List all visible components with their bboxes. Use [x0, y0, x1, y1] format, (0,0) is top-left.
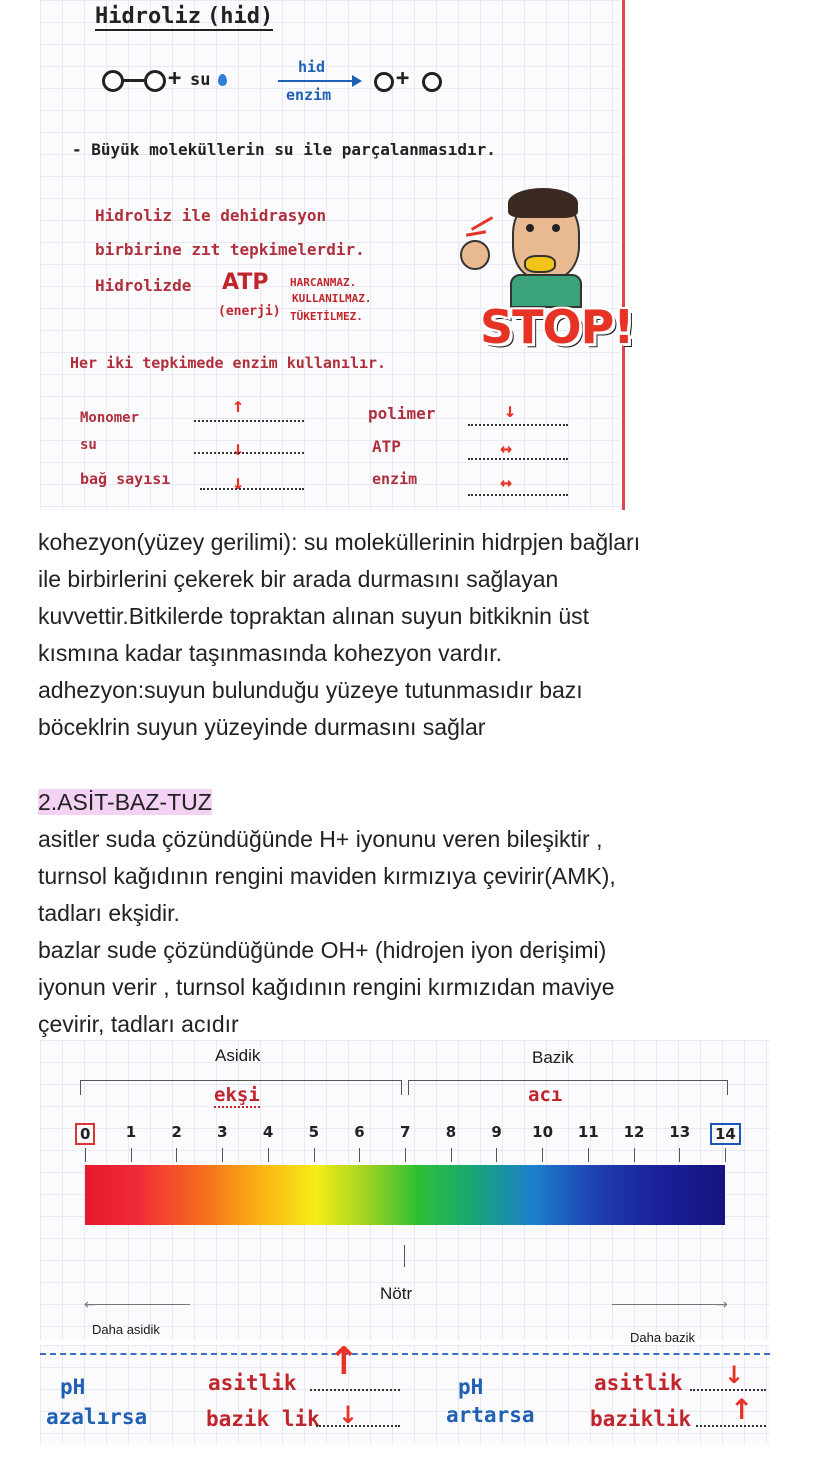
- product-circle-icon: [374, 72, 394, 92]
- atp-word-3: TÜKETİLMEZ.: [290, 310, 363, 323]
- ph-number-5: 5: [308, 1123, 319, 1141]
- water-drop-icon: [218, 74, 227, 86]
- table-label-monomer: Monomer: [80, 410, 140, 426]
- paragraph-line: böceklrin suyun yüzeyinde durmasını sağlar: [38, 714, 486, 740]
- table-arrow-up-icon: ↑: [232, 393, 245, 417]
- product-circle-icon: [422, 72, 442, 92]
- atp-word-1: HARCANMAZ.: [290, 276, 357, 289]
- arrow-bottom-label: enzim: [286, 86, 332, 104]
- decrease-arrow-icon-right: ↓: [724, 1361, 745, 1389]
- arrow-top-label: hid: [298, 58, 326, 76]
- acidic-arrow: [88, 1304, 190, 1305]
- ph-tick: [496, 1148, 497, 1162]
- increases-label: artarsa: [446, 1403, 535, 1427]
- ph-number-3: 3: [217, 1123, 228, 1141]
- table-dotted-line: [468, 424, 568, 426]
- paragraph-line: asitler suda çözündüğünde H+ iyonunu veren bileşiktir ,: [38, 826, 603, 852]
- paragraph-line: kısmına kadar taşınmasında kohezyon vardır.: [38, 640, 503, 666]
- ph-color-bar: [85, 1165, 725, 1225]
- dotted-line: [690, 1389, 766, 1391]
- ph-effect-note-image: [40, 1339, 770, 1445]
- ph-tick: [451, 1148, 452, 1162]
- basicity-label: bazik lik: [206, 1407, 320, 1431]
- table-arrow-down-icon: ↓: [232, 470, 245, 494]
- table-dotted-line: [194, 420, 304, 422]
- decrease-arrow-icon: ↓: [338, 1401, 359, 1429]
- basic-label: Bazik: [532, 1048, 574, 1067]
- note-title: [95, 4, 273, 31]
- ph-tick: [131, 1148, 132, 1162]
- table-label-enzyme: enzim: [372, 470, 418, 488]
- ph-tick: [359, 1148, 360, 1162]
- ph-number-13: 13: [669, 1123, 691, 1141]
- ph-number-12: 12: [623, 1123, 645, 1141]
- plus-sign-2: +: [396, 66, 410, 91]
- table-dotted-line: [468, 494, 568, 496]
- note-line-2: birbirine zıt tepkimelerdir.: [95, 240, 365, 259]
- ph-tick: [542, 1148, 543, 1162]
- neutral-label: Nötr: [380, 1284, 413, 1303]
- dashed-divider: [40, 1353, 770, 1355]
- ph-number-4: 4: [262, 1123, 274, 1141]
- table-label-water: su: [80, 437, 97, 453]
- basic-bracket: [408, 1080, 728, 1095]
- table-label-atp: ATP: [372, 437, 401, 456]
- ph-tick: [85, 1148, 86, 1162]
- ph-number-1: 1: [125, 1123, 137, 1141]
- table-label-bond-count: bağ sayısı: [80, 470, 171, 488]
- paragraph-line: ile birbirlerini çekerek bir arada durmasını sağlayan: [38, 566, 559, 592]
- ph-number-11: 11: [577, 1123, 599, 1141]
- ph-tick: [405, 1148, 406, 1162]
- ph-number-10: 10: [532, 1123, 554, 1141]
- table-arrow-down-icon: ↓: [232, 436, 245, 460]
- bond-line: [122, 79, 144, 82]
- ph-tick: [176, 1148, 177, 1162]
- more-basic-label: Daha bazik: [630, 1330, 696, 1345]
- atp-word-2: KULLANILMAZ.: [292, 292, 372, 305]
- water-label: su: [190, 70, 211, 90]
- acid-base-section: [38, 784, 616, 1043]
- note-line-3: Hidrolizde: [95, 276, 192, 295]
- ph-tick: [634, 1148, 635, 1162]
- cohesion-adhesion-paragraph: [38, 524, 640, 746]
- paragraph-line: tadları ekşidir.: [38, 900, 180, 926]
- energy-note: (enerji): [218, 304, 281, 319]
- acidity-label: asitlik: [208, 1371, 297, 1395]
- ph-tick: [222, 1148, 223, 1162]
- basic-taste-label: acı: [528, 1084, 563, 1106]
- ph-tick: [725, 1148, 726, 1162]
- paragraph-line: bazlar sude çözündüğünde OH+ (hidrojen iyon derişimi): [38, 937, 607, 963]
- table-dotted-line: [200, 488, 304, 490]
- paragraph-line: çevirir, tadları acıdır: [38, 1011, 239, 1037]
- ph-number-7: 7: [400, 1123, 411, 1141]
- monomer-circle-icon: [102, 70, 124, 92]
- acidic-taste-label: ekşi: [214, 1084, 260, 1106]
- ph-scale-image: [40, 1040, 770, 1345]
- arrow-head-icon: [352, 75, 362, 87]
- right-arrow-head-icon: →: [716, 1297, 728, 1313]
- paragraph-line: kohezyon(yüzey gerilimi): su moleküllerinin hidrpjen bağları: [38, 529, 641, 555]
- note-line-1: Hidroliz ile dehidrasyon: [95, 206, 327, 225]
- ph-number-14: 14: [710, 1123, 741, 1145]
- monomer-circle-icon: [144, 70, 166, 92]
- plus-sign: +: [168, 66, 182, 91]
- enzyme-note: Her iki tepkimede enzim kullanılır.: [70, 354, 387, 372]
- ph-number-8: 8: [445, 1123, 457, 1141]
- acidity-label-right: asitlik: [594, 1371, 683, 1395]
- ph-decrease-label: pH: [60, 1375, 86, 1399]
- dotted-line: [310, 1389, 400, 1391]
- note-title-suffix: (hid): [206, 4, 274, 29]
- ph-tick: [679, 1148, 680, 1162]
- paragraph-line: adhezyon:suyun bulunduğu yüzeye tutunmasıdır bazı: [38, 677, 583, 703]
- neutral-tick: [404, 1245, 405, 1267]
- basic-arrow: [612, 1304, 720, 1305]
- table-arrow-both-icon: ↔: [500, 470, 513, 494]
- ph-number-9: 9: [491, 1123, 502, 1141]
- ph-number-2: 2: [171, 1123, 182, 1141]
- table-label-polymer: polimer: [368, 404, 436, 423]
- table-dotted-line: [194, 452, 304, 454]
- decreases-label: azalırsa: [46, 1405, 148, 1429]
- table-dotted-line: [468, 458, 568, 460]
- atp-label: ATP: [222, 270, 269, 295]
- ph-increase-label: pH: [458, 1375, 484, 1399]
- section-heading: 2.ASİT-BAZ-TUZ: [38, 789, 212, 815]
- basicity-label-right: baziklik: [590, 1407, 692, 1431]
- increase-arrow-icon-right: ↑: [730, 1393, 754, 1426]
- ph-number-6: 6: [354, 1123, 365, 1141]
- hydrolysis-note-image: [40, 0, 634, 510]
- margin-line: [622, 0, 625, 510]
- ph-tick: [588, 1148, 589, 1162]
- table-arrow-both-icon: ↔: [500, 436, 513, 460]
- table-arrow-down-icon: ↓: [504, 398, 517, 422]
- acidic-label: Asidik: [215, 1046, 261, 1065]
- ph-tick: [314, 1148, 315, 1162]
- ph-number-0: 0: [75, 1123, 95, 1145]
- paragraph-line: iyonun verir , turnsol kağıdının rengini kırmızıdan maviye: [38, 974, 615, 1000]
- paragraph-line: kuvvettir.Bitkilerde topraktan alınan suyun bitkiknin üst: [38, 603, 590, 629]
- paragraph-line: turnsol kağıdının rengini maviden kırmızıya çevirir(AMK),: [38, 863, 616, 889]
- reaction-arrow: [278, 80, 358, 82]
- left-arrow-head-icon: ←: [84, 1297, 96, 1313]
- definition-text: - Büyük moleküllerin su ile parçalanmasıdır.: [72, 140, 496, 159]
- stop-sign-text: STOP!: [480, 300, 634, 354]
- increase-arrow-icon: ↑: [328, 1339, 360, 1383]
- more-acidic-label: Daha asidik: [92, 1322, 160, 1337]
- ph-tick: [268, 1148, 269, 1162]
- note-title-text: Hidroliz: [95, 4, 201, 29]
